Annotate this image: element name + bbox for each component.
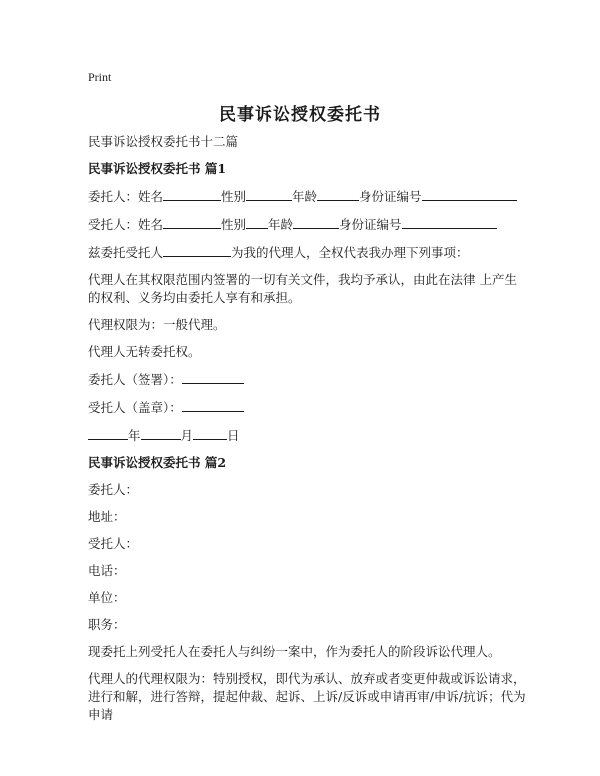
year-blank [88,426,128,440]
section-2-heading: 民事诉讼授权委托书 篇2 [88,455,227,470]
day-label: 日 [227,428,240,443]
authority-line: 代理权限为：一般代理。 [88,317,226,332]
principal-id-blank [422,187,517,201]
scope-paragraph: 代理人在其权限范围内签署的一切有关文件，我均予承认，由此在法律 上产生的权利、义务均由委托人享有和承担。 [88,272,517,305]
principal-signature-blank [182,370,244,384]
section-2-phone: 电话： [88,563,126,578]
document-subtitle: 民事诉讼授权委托书十二篇 [88,134,239,149]
agent-id-label: 身份证编号 [339,217,402,232]
agent-id-blank [402,215,497,229]
principal-signature-line [88,370,528,389]
principal-id-label: 身份证编号 [359,189,422,204]
day-blank [193,426,227,440]
section-2-agent: 受托人： [88,536,139,551]
month-label: 月 [180,428,194,443]
section-2-address: 地址： [88,509,126,524]
month-blank [141,426,181,440]
agent-info-line [88,215,528,234]
section-2-entrust-paragraph: 现委托上列受托人在委托人与纠纷一案中，作为委托人的阶段诉讼代理人。 [88,644,501,659]
agent-name-blank [163,215,221,229]
principal-info-line [88,187,528,206]
agent-age-label: 年龄 [268,217,294,232]
entrust-prefix: 兹委托受托人 [88,245,164,260]
agent-name-label: 受托人：姓名 [88,217,164,232]
principal-age-blank [317,187,359,201]
entrust-line [88,243,528,262]
section-1-heading: 民事诉讼授权委托书 篇1 [88,161,227,176]
principal-name-label: 委托人：姓名 [88,189,164,204]
agent-seal-line [88,398,528,417]
entrust-suffix: 为我的代理人，全权代表我办理下列事项： [231,245,469,260]
date-line [88,426,528,445]
agent-seal-label: 受托人（盖章）： [88,400,182,415]
section-2-unit: 单位： [88,590,126,605]
agent-age-blank [293,215,339,229]
entrust-agent-blank [163,243,231,257]
document-body [88,133,528,733]
principal-signature-label: 委托人（签署）： [88,372,182,387]
no-transfer-line: 代理人无转委托权。 [88,344,201,359]
principal-gender-label: 性别 [221,189,247,204]
agent-gender-label: 性别 [221,217,247,232]
year-label: 年 [128,428,141,443]
principal-age-label: 年龄 [292,189,318,204]
principal-name-blank [163,187,221,201]
principal-gender-blank [246,187,292,201]
section-2-principal: 委托人： [88,482,139,497]
section-2-authority-paragraph: 代理人的代理权限为：特别授权，即代为承认、放弃或者变更仲裁或诉讼请求，进行和解，进行答辩，提起仲裁、起诉、上诉/反诉或申请再审/申诉/抗诉；代为申请 [88,671,526,722]
print-link[interactable]: Print [88,70,112,84]
agent-gender-blank [246,215,268,229]
document-title: 民事诉讼授权委托书 [219,105,381,125]
section-2-position: 职务： [88,617,126,632]
agent-seal-blank [182,398,244,412]
